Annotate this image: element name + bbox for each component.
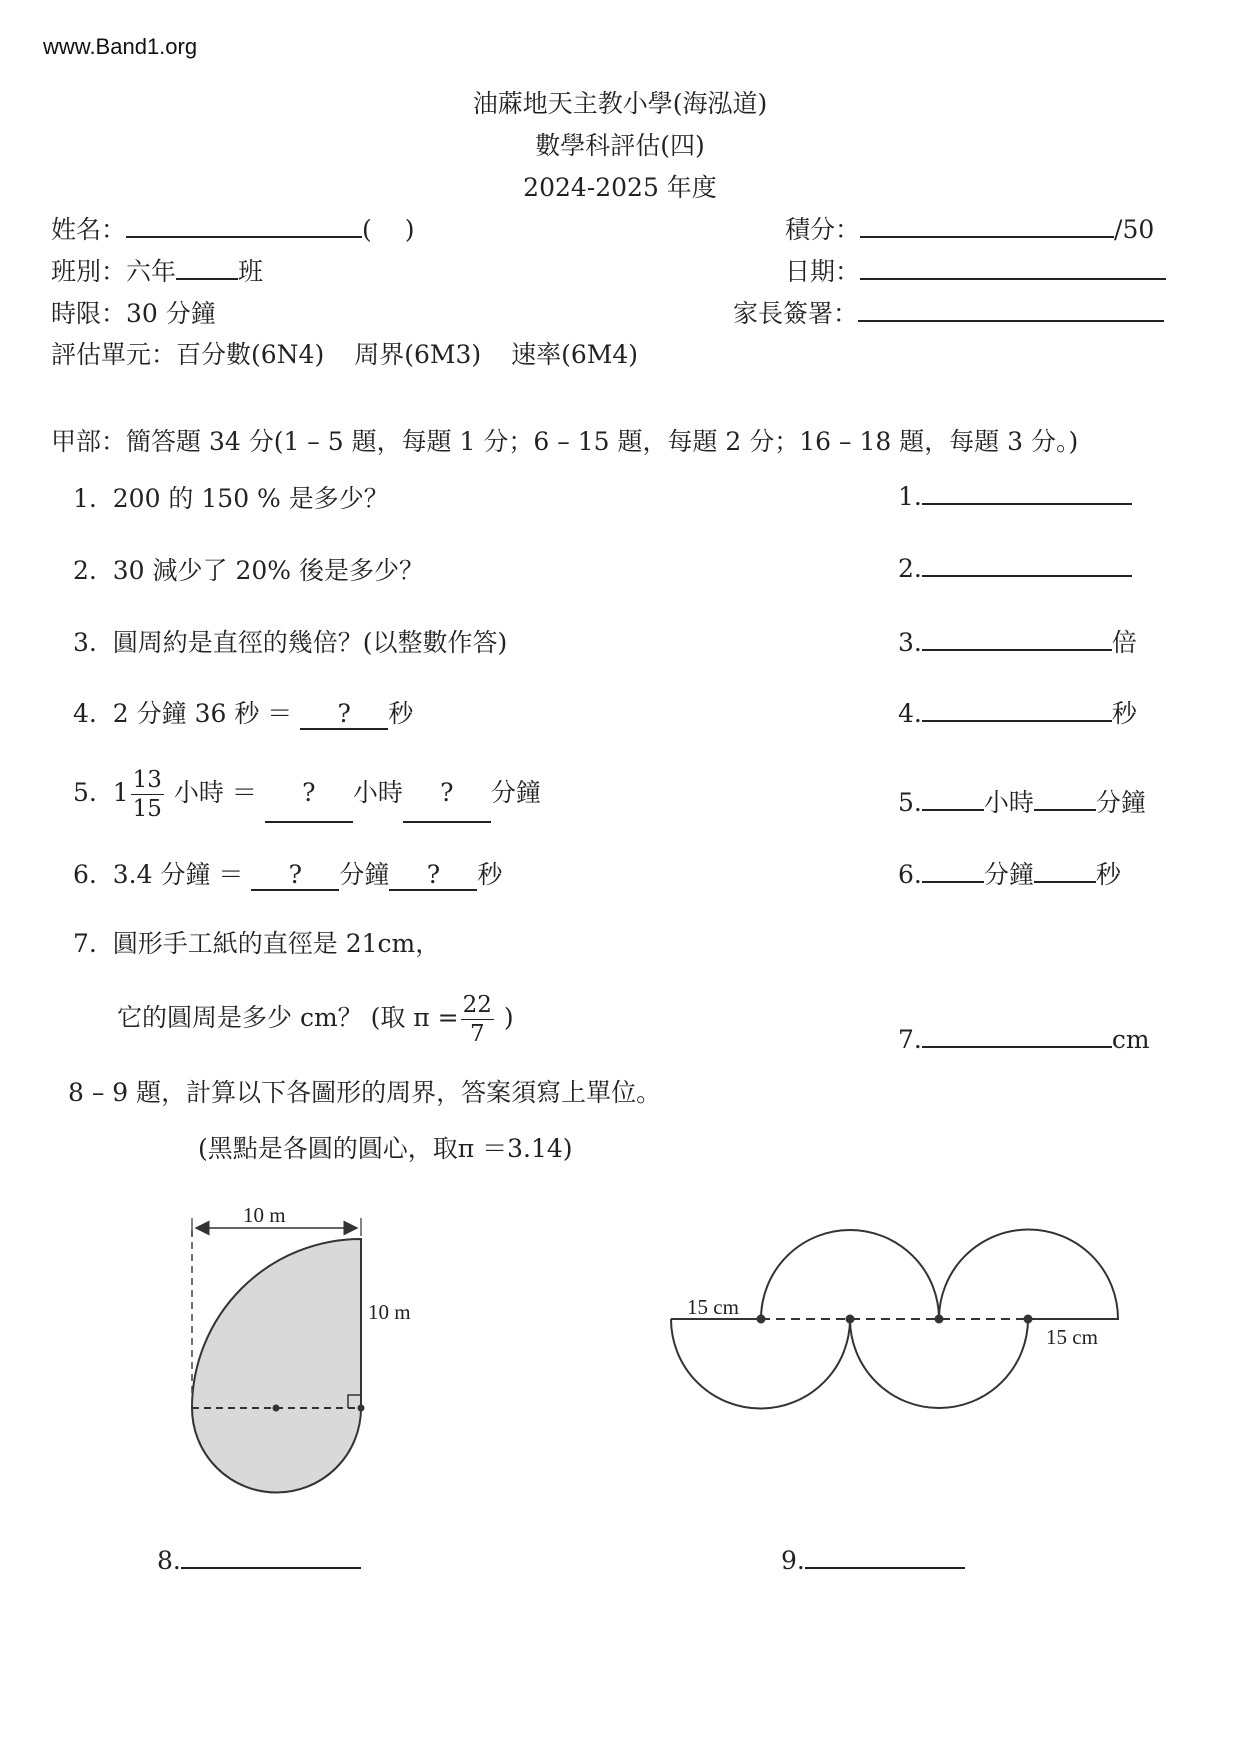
center-dot: [846, 1315, 855, 1324]
denominator: 15: [132, 795, 162, 822]
numerator: 22: [462, 991, 492, 1018]
answer-field[interactable]: [805, 1543, 965, 1569]
unit-text: 秒: [477, 860, 503, 889]
answer-number: 5.: [898, 788, 922, 817]
figures-intro: 8 – 9 題，計算以下各圖形的周界，答案須寫上單位。: [68, 1078, 662, 1107]
question-number: 7.: [73, 929, 97, 958]
question-number: 6.: [73, 860, 97, 889]
unit-text: 小時: [352, 778, 403, 807]
blank-placeholder: ?: [251, 860, 339, 891]
school-name: 油蔴地天主教小學(海泓道): [472, 89, 768, 118]
unit-text: 分鐘: [339, 860, 390, 889]
figure-8-top-label: 10 m: [243, 1203, 286, 1227]
question-text: 200 的 150 % 是多少？: [112, 484, 389, 513]
school-year: 2024-2025 年度: [523, 173, 717, 202]
question-text: 3.4 分鐘 ＝: [112, 860, 244, 889]
answer-unit: cm: [1111, 1025, 1150, 1054]
center-dot: [358, 1405, 365, 1412]
date-label: 日期：: [785, 257, 861, 286]
question-text: 圓周約是直徑的幾倍？(以整數作答): [112, 628, 508, 657]
question-text: 30 減少了 20% 後是多少？: [112, 556, 424, 585]
numerator: 13: [132, 766, 162, 793]
question-text: 小時 ＝: [173, 778, 257, 807]
question-text: 圓形手工紙的直徑是 21cm，: [112, 929, 441, 958]
class-label: 班別：六年: [51, 257, 177, 286]
answer-8: [157, 1543, 361, 1575]
answer-unit: 小時: [983, 788, 1034, 817]
figure-9-right-label: 15 cm: [1046, 1325, 1098, 1349]
answer-unit: 倍: [1111, 628, 1137, 657]
blank-placeholder: ?: [300, 699, 388, 730]
class-suffix: 班: [238, 257, 264, 286]
watermark: www.Band1.org: [43, 34, 198, 59]
name-label: 姓名：: [51, 215, 127, 244]
blank-placeholder: ?: [265, 765, 353, 823]
center-dot: [1024, 1315, 1033, 1324]
class-number-paren: ( ): [362, 215, 415, 244]
parent-signature-label: 家長簽署：: [733, 299, 859, 328]
question-number: 2.: [73, 556, 97, 585]
center-dot: [935, 1315, 944, 1324]
figure-9: [671, 1230, 1118, 1409]
denominator: 7: [469, 1020, 485, 1047]
unit-percentage: 百分數(6N4): [176, 340, 325, 369]
units-label: 評估單元：: [51, 340, 177, 369]
figure-8-shape: [192, 1239, 361, 1493]
mixed-number-whole: 1: [112, 778, 129, 807]
answer-field[interactable]: [181, 1543, 361, 1569]
answer-number: 4.: [898, 699, 922, 728]
figure-8: [192, 1203, 411, 1493]
paren: ): [503, 1003, 514, 1032]
unit-perimeter: 周界(6M3): [354, 340, 482, 369]
unit-speed: 速率(6M4): [511, 340, 639, 369]
answer-number: 1.: [898, 482, 922, 511]
center-dot: [273, 1405, 280, 1412]
question-number: 1.: [73, 484, 97, 513]
answer-number: 6.: [898, 860, 922, 889]
answer-number: 2.: [898, 554, 922, 583]
answer-unit: 秒: [1095, 860, 1121, 889]
unit-text: 秒: [388, 699, 414, 728]
answer-number: 8.: [157, 1546, 181, 1575]
blank-placeholder: ?: [389, 860, 477, 891]
answer-number: 3.: [898, 628, 922, 657]
answer-9: [781, 1543, 965, 1575]
question-text: 2 分鐘 36 秒 ＝: [112, 699, 293, 728]
answer-unit: 秒: [1111, 699, 1137, 728]
answer-number: 7.: [898, 1025, 922, 1054]
unit-text: 分鐘: [490, 778, 541, 807]
figure-9-left-label: 15 cm: [687, 1295, 739, 1319]
figure-8-side-label: 10 m: [368, 1300, 411, 1324]
question-number: 3.: [73, 628, 97, 657]
figure-9-lower-arcs: [671, 1319, 1028, 1409]
score-label: 積分：: [785, 215, 861, 244]
time-limit: 時限：30 分鐘: [51, 299, 216, 328]
answer-unit: 分鐘: [983, 860, 1034, 889]
answer-number: 9.: [781, 1546, 805, 1575]
section-title: 甲部：簡答題 34 分(1 – 5 題，每題 1 分；6 – 15 題，每題 2 分；16 – 18 題，每題 3 分。): [51, 427, 1079, 456]
center-dot: [757, 1315, 766, 1324]
answer-unit: 分鐘: [1095, 788, 1146, 817]
question-text: 它的圓周是多少 cm？ (取 π =: [117, 1003, 459, 1032]
question-number: 5.: [73, 778, 97, 807]
figures-note: (黑點是各圓的圓心，取π ＝3.14): [198, 1134, 573, 1163]
paper-title: 數學科評估(四): [535, 131, 705, 160]
blank-placeholder: ?: [403, 765, 491, 823]
question-number: 4.: [73, 699, 97, 728]
score-total: /50: [1114, 215, 1155, 244]
